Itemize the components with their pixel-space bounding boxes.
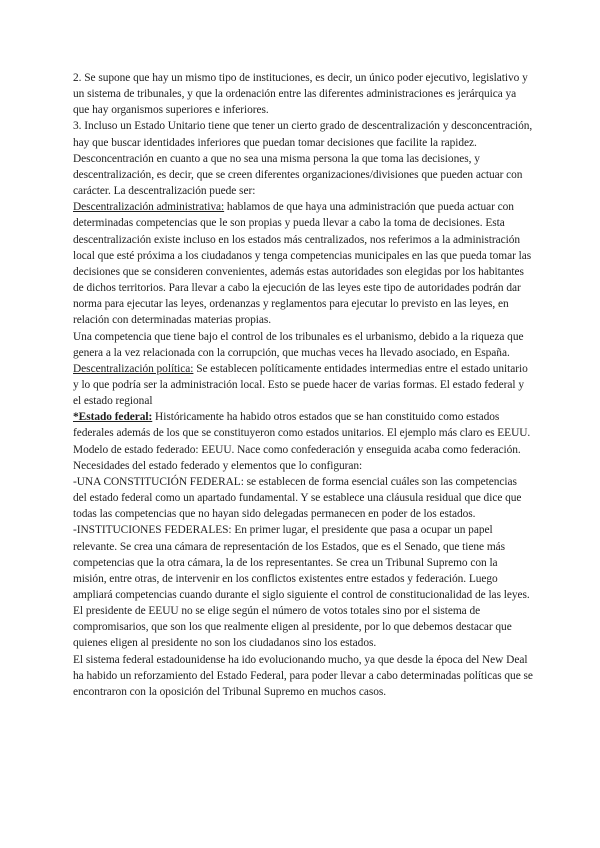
paragraph-political-decentralization xyxy=(73,361,533,409)
text-administrative-decentralization: hablamos de que haya una administración que pueda actuar con determinadas competencias que le son propias y pueda llevar a cabo la toma de decisiones. Esta descentralización existe incluso en los estados más centralizados, nos referimos a la administración local que esté próxima a los ciudadanos y tenga competencias municipales en las que pueda tomar las decisiones que se consideren convenientes, además estas autoridades son elegidas por los habitantes de dichos territorios. Para llevar a cabo la ejecución de las leyes este tipo de autoridades podrán dar norma para ejecutar las leyes, ordenanzas y reglamentos para ejecutar lo previsto en las leyes, en relación con determinadas materias propias. xyxy=(73,201,532,327)
text-political-decentralization: Se establecen políticamente entidades intermedias entre el estado unitario y lo que podría ser la administración local. Esto se puede hacer de varias formas. El estado federal y el estado regional xyxy=(73,362,528,408)
paragraph-urbanism: Una competencia que tiene bajo el control de los tribunales es el urbanismo, debido a la riqueza que genera a la vez relacionada con la corrupción, que muchas veces ha llevado asociado, en España. xyxy=(73,330,524,359)
paragraph-unitary-institutions: 2. Se supone que hay un mismo tipo de instituciones, es decir, un único poder ejecutivo, legislativo y un sistema de tribunales, y que la ordenación entre las diferentes administraciones es jerárquica ya que hay organismos superiores e inferiores. xyxy=(73,72,528,117)
text-federal-state: Históricamente ha habido otros estados que se han constituido como estados federales además de los que se constituyeron como estados unitarios. El ejemplo más claro es EEUU. Modelo de estado federado: EEUU. Nace como confederación y enseguida acaba como federación. Necesidades del estado federado y elementos que lo configuran: xyxy=(73,411,531,472)
paragraph-federal-evolution: El sistema federal estadounidense ha ido evolucionando mucho, ya que desde la época del New Deal ha habido un reforzamiento del Estado Federal, para poder llevar a cabo determinadas políticas que se encontraron con la oposición del Tribunal Supremo en muchos casos. xyxy=(73,653,533,698)
paragraph-decentralization-intro: 3. Incluso un Estado Unitario tiene que tener un cierto grado de descentralización y desconcentración, hay que buscar identidades inferiores que puedan tomar decisiones que facilite la rapidez. Desconcentración en cuanto a que no sea una misma persona la que toma las decisiones, y descentralización, es decir, que se creen diferentes organizaciones/divisiones que pueden actuar con carácter. La descentralización puede ser: xyxy=(73,120,533,198)
paragraph-administrative-decentralization xyxy=(73,199,533,328)
paragraph-federal-constitution: -UNA CONSTITUCIÓN FEDERAL: se establecen de forma esencial cuáles son las competencias del estado federal como un apartado fundamental. Y se establece una cláusula residual que dice que todas las competencias que no hayan sido delegadas permanecen en poder de los estados. xyxy=(73,475,522,521)
heading-administrative-decentralization: Descentralización administrativa: xyxy=(73,201,225,214)
heading-federal-state: *Estado federal: xyxy=(73,411,153,424)
heading-political-decentralization: Descentralización política: xyxy=(73,362,194,375)
paragraph-federal-state xyxy=(73,409,533,474)
document-page xyxy=(73,70,533,700)
paragraph-federal-institutions: -INSTITUCIONES FEDERALES: En primer lugar, el presidente que pasa a ocupar un papel relevante. Se crea una cámara de representación de los Estados, que es el Senado, que tiene más competencias que la otra cámara, la de los representantes. Se crea un Tribunal Supremo con la misión, entre otras, de intervenir en los conflictos existentes entre estados y federación. Luego ampliará competencias cuando durante el siglo siguiente el control de constitucionalidad de las leyes. El presidente de EEUU no se elige según el número de votos totales sino por el sistema de compromisarios, que son los que realmente eligen al presidente, por lo que debemos destacar que quienes eligen al presidente no son los ciudadanos sino los estados. xyxy=(73,524,530,650)
